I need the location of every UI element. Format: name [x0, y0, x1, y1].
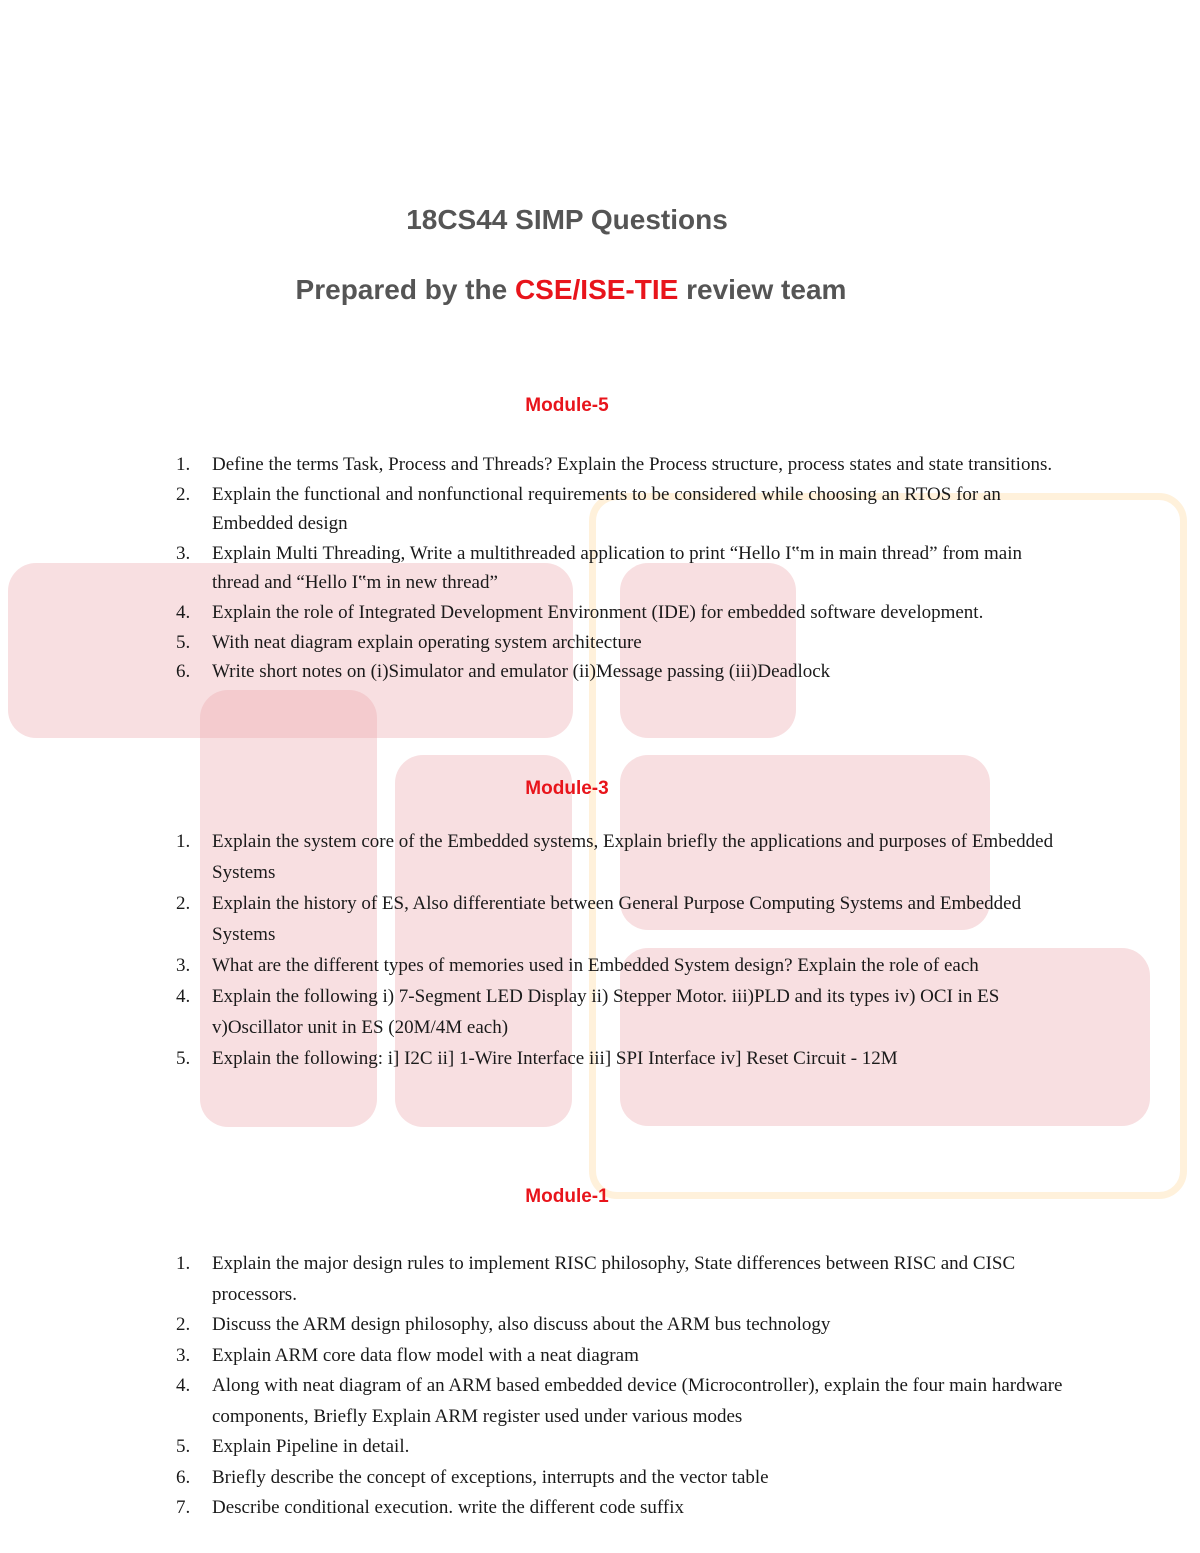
question-number: 2. — [176, 483, 191, 505]
question-item — [0, 1493, 1064, 1524]
question-number: 5. — [176, 1048, 191, 1069]
question-item — [0, 1249, 1064, 1310]
question-text: Explain the following: i] I2C ii] 1-Wire Interface iii] SPI Interface iv] Reset Circuit - 12M — [212, 1048, 898, 1069]
question-text: With neat diagram explain operating system architecture — [212, 631, 642, 653]
module-5-heading: Module-5 — [525, 395, 609, 416]
question-text: What are the different types of memories used in Embedded System design? Explain the role of each — [212, 955, 979, 976]
question-text: Write short notes on (i)Simulator and emulator (ii)Message passing (iii)Deadlock — [212, 661, 831, 683]
question-item — [0, 628, 1064, 658]
question-text: Explain the role of Integrated Development Environment (IDE) for embedded software development. — [212, 601, 984, 623]
question-text: Briefly describe the concept of exceptions, interrupts and the vector table — [212, 1466, 769, 1488]
question-number: 5. — [176, 1436, 191, 1457]
question-item — [0, 657, 1064, 687]
document-subtitle — [0, 274, 1142, 306]
question-item — [0, 450, 1064, 480]
question-item — [0, 1310, 1064, 1341]
question-item — [0, 598, 1064, 628]
question-number: 4. — [176, 986, 191, 1007]
question-text: Explain Pipeline in detail. — [212, 1436, 410, 1457]
module-3-heading: Module-3 — [525, 778, 609, 799]
module-1-question-list — [0, 1249, 1064, 1524]
question-text: Explain the major design rules to implement RISC philosophy, State differences between RISC and CISC processors. — [212, 1253, 1016, 1305]
question-text: Explain the system core of the Embedded systems, Explain briefly the applications and purposes of Embedded Systems — [212, 831, 1054, 883]
question-item — [0, 826, 1064, 888]
question-item — [0, 480, 1064, 539]
question-text: Describe conditional execution. write the different code suffix — [212, 1497, 685, 1518]
question-text: Define the terms Task, Process and Threads? Explain the Process structure, process states and state transitions. — [212, 454, 1053, 475]
question-number: 1. — [176, 831, 191, 852]
question-item — [0, 1371, 1064, 1432]
question-number: 3. — [176, 955, 191, 976]
question-number: 4. — [176, 1375, 191, 1396]
question-text: Along with neat diagram of an ARM based embedded device (Microcontroller), explain the four main hardware components, Briefly Explain ARM register used under various modes — [212, 1375, 1063, 1427]
module-3-question-list — [0, 826, 1064, 1074]
question-item — [0, 1463, 1064, 1494]
question-text: Explain the following i) 7-Segment LED Display ii) Stepper Motor. iii)PLD and its types iv) OCI in ES v)Oscillator unit in ES (20M/4M each) — [212, 986, 1000, 1038]
subtitle-team-highlight: CSE/ISE-TIE — [514, 274, 679, 305]
module-1-heading: Module-1 — [525, 1186, 609, 1207]
question-number: 6. — [176, 661, 191, 683]
question-number: 3. — [176, 1344, 191, 1366]
question-item — [0, 981, 1064, 1043]
question-item — [0, 1043, 1064, 1074]
question-item — [0, 1432, 1064, 1463]
question-text: Discuss the ARM design philosophy, also discuss about the ARM bus technology — [212, 1314, 831, 1335]
question-number: 3. — [176, 542, 191, 564]
question-number: 5. — [176, 631, 191, 653]
question-number: 2. — [176, 893, 191, 914]
subtitle-prefix: Prepared by the — [295, 274, 515, 305]
question-number: 1. — [176, 1253, 191, 1274]
subtitle-suffix: review team — [678, 274, 847, 305]
question-item — [0, 950, 1064, 981]
question-number: 4. — [176, 601, 191, 623]
question-item — [0, 888, 1064, 950]
question-item — [0, 1341, 1064, 1372]
question-item — [0, 539, 1064, 598]
module-5-question-list — [0, 450, 1064, 687]
question-number: 2. — [176, 1314, 191, 1335]
question-text: Explain the history of ES, Also differentiate between General Purpose Computing Systems and Embedded Systems — [212, 893, 1022, 945]
question-text: Explain Multi Threading, Write a multithreaded application to print “Hello I‟m in main thread” from main thread and “Hello I‟m in new thread” — [212, 542, 1023, 594]
question-text: Explain the functional and nonfunctional requirements to be considered while choosing an RTOS for an Embedded design — [212, 483, 1001, 535]
question-number: 1. — [176, 454, 191, 475]
question-number: 6. — [176, 1466, 191, 1488]
document-title: 18CS44 SIMP Questions — [406, 204, 728, 235]
question-number: 7. — [176, 1497, 191, 1518]
question-text: Explain ARM core data flow model with a neat diagram — [212, 1344, 639, 1366]
